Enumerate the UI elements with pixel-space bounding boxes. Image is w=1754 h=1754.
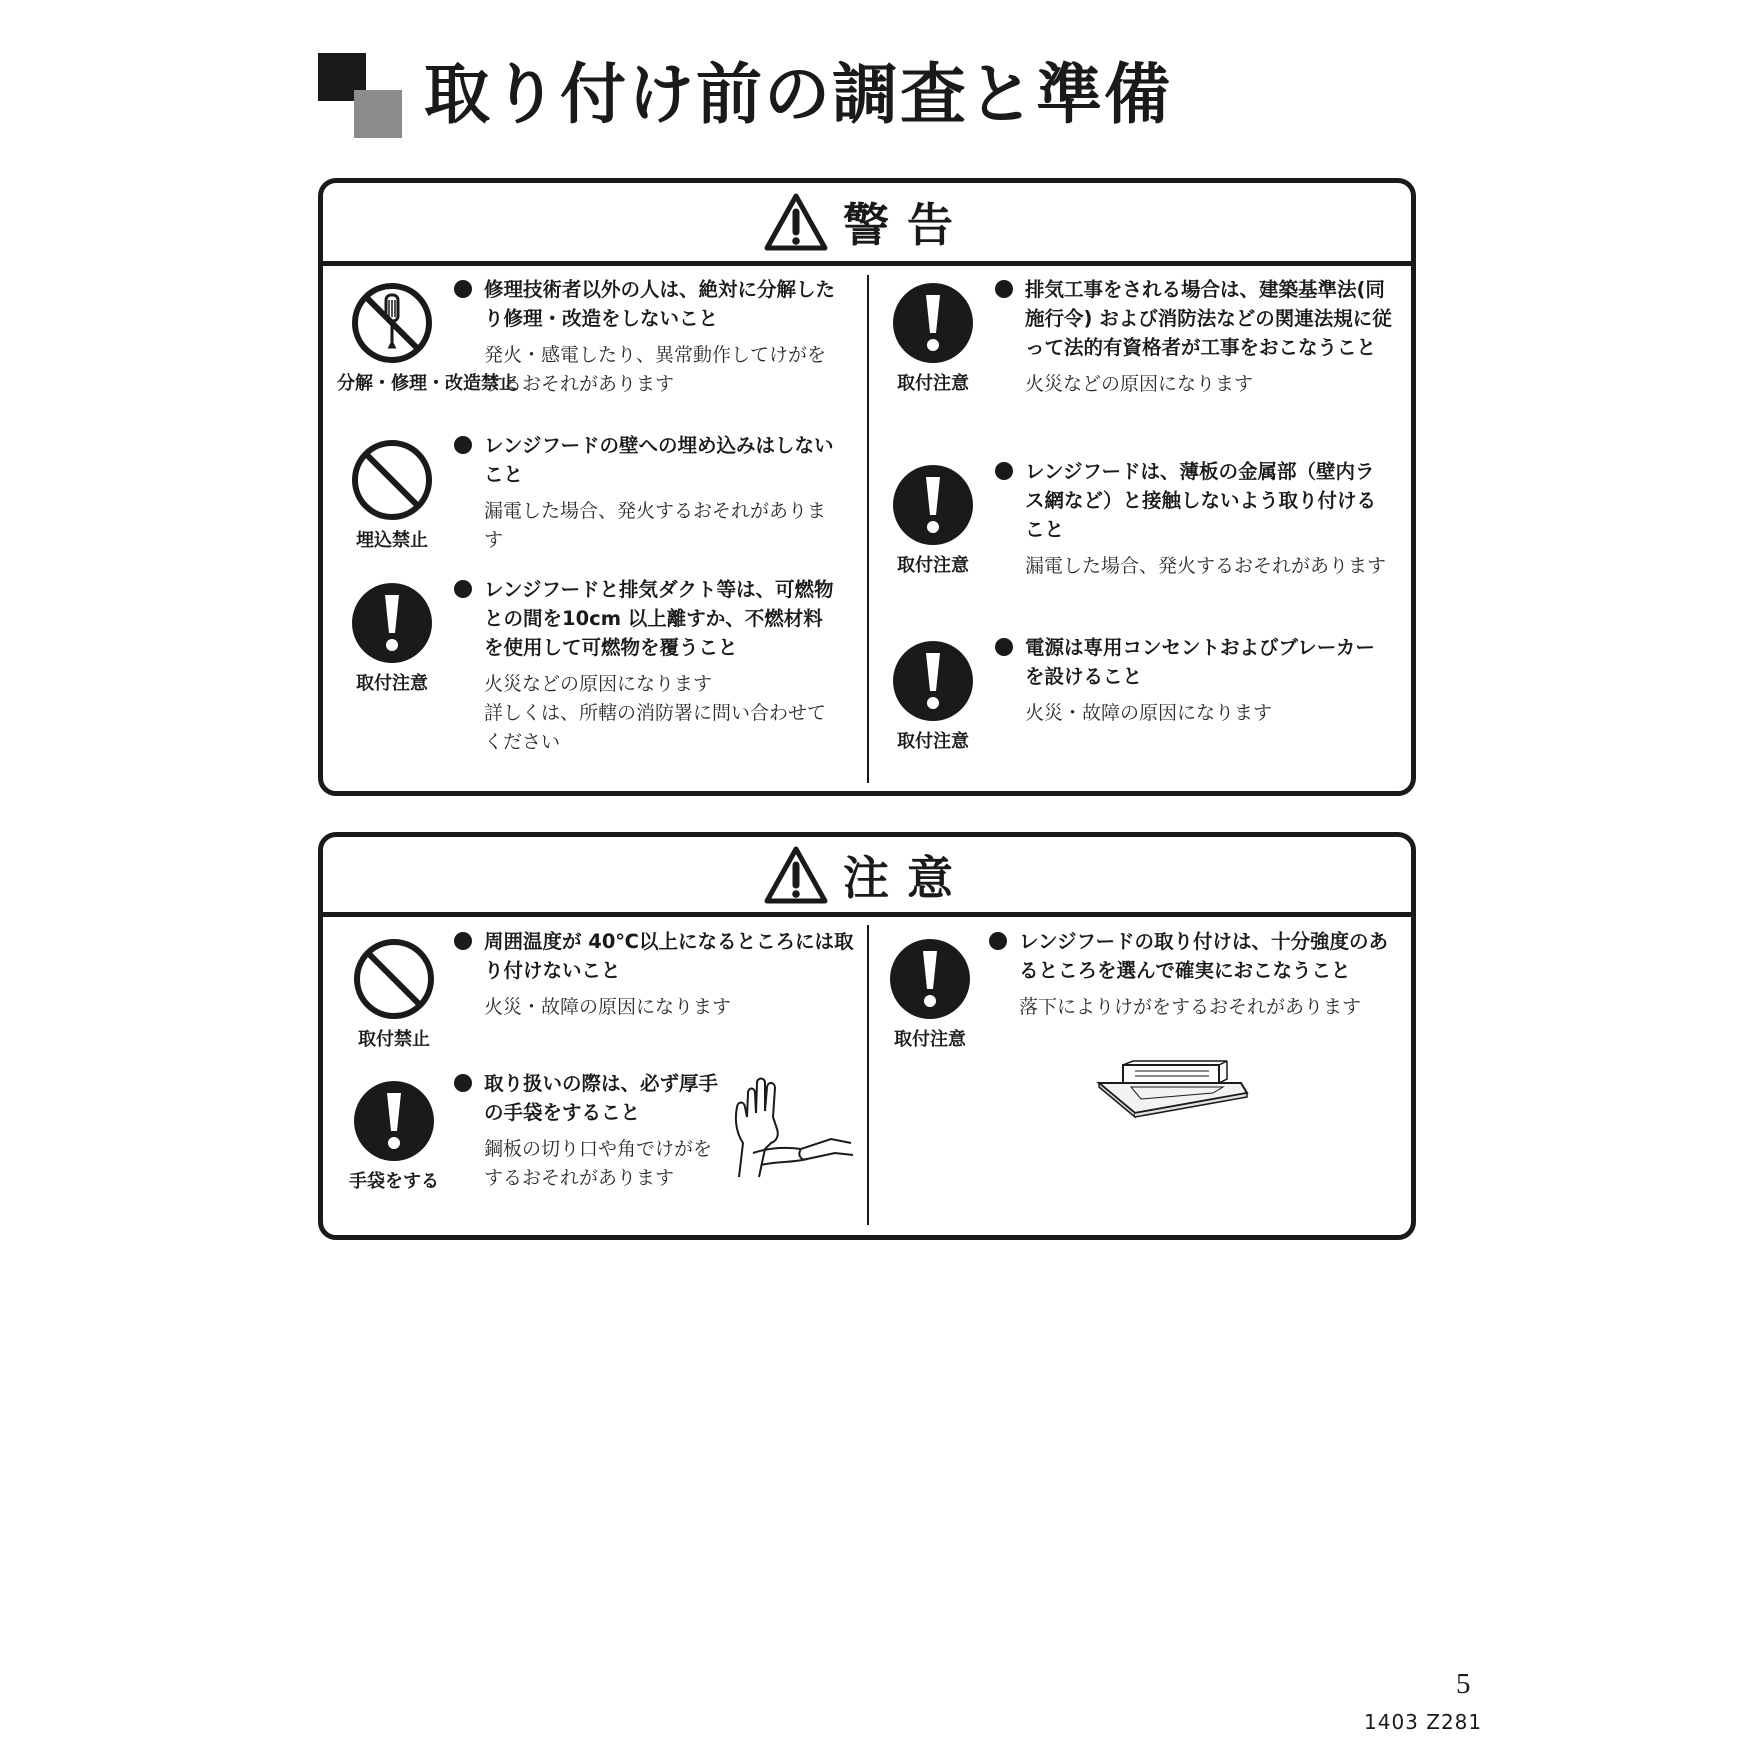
bullet (995, 280, 1013, 298)
item-title: 排気工事をされる場合は、建築基準法(同施行令) および消防法などの関連法規に従って法的有資格者が工事をおこなうこと (1025, 278, 1392, 359)
prohibition-icon (350, 438, 434, 522)
caution-panel (318, 832, 1416, 1240)
badge-install-caution (875, 937, 985, 1050)
badge-no-embed (337, 438, 447, 551)
no-disassembly-icon (350, 281, 434, 365)
item-desc: 漏電した場合、発火するおそれがあります (484, 500, 827, 551)
bullet (995, 638, 1013, 656)
caution-title: 注意 (843, 850, 971, 905)
warning-triangle-icon (763, 192, 829, 252)
item-desc: 漏電した場合、発火するおそれがあります (1025, 555, 1387, 577)
bullet (454, 436, 472, 454)
warning-column-divider (867, 275, 869, 783)
badge-label: 埋込禁止 (356, 530, 428, 551)
badge-install-caution (878, 639, 988, 752)
item-desc: 火災・故障の原因になります (1025, 702, 1273, 724)
bullet (454, 1074, 472, 1092)
caution-item-3 (989, 927, 1401, 1022)
badge-wear-gloves (339, 1079, 449, 1192)
badge-install-caution (337, 581, 447, 694)
caution-item-1 (454, 927, 854, 1022)
badge-label: 手袋をする (349, 1171, 439, 1192)
exclamation-icon (891, 639, 975, 723)
range-hood-illustration (1095, 1059, 1249, 1121)
badge-label: 分解・修理・改造禁止 (337, 373, 517, 394)
page-title: 取り付け前の調査と準備 (424, 56, 1172, 133)
bullet (995, 462, 1013, 480)
item-title: レンジフードと排気ダクト等は、可燃物との間を10cm 以上離すか、不燃材料を使用して可燃物を覆うこと (484, 578, 834, 659)
warning-item-4 (995, 275, 1393, 399)
warning-header (323, 183, 1411, 266)
page-number: 5 (1456, 1668, 1471, 1700)
item-desc: 鋼板の切り口や角でけがをするおそれがあります (484, 1138, 713, 1189)
badge-no-disassembly (337, 281, 517, 394)
badge-label: 取付注意 (897, 373, 969, 394)
exclamation-icon (891, 281, 975, 365)
item-title: レンジフードの取り付けは、十分強度のあるところを選んで確実におこなうこと (1019, 930, 1388, 982)
warning-panel (318, 178, 1416, 796)
item-desc: 発火・感電したり、異常動作してけがをするおそれがあります (484, 344, 827, 395)
item-title: レンジフードの壁への埋め込みはしないこと (484, 434, 834, 486)
badge-install-prohibited (339, 937, 449, 1050)
item-desc-extra: 詳しくは、所轄の消防署に問い合わせてください (484, 702, 827, 753)
badge-label: 取付注意 (356, 673, 428, 694)
exclamation-icon (352, 1079, 436, 1163)
warning-item-5 (995, 457, 1393, 581)
document-code: 1403 Z281 (1364, 1710, 1483, 1734)
item-title: 電源は専用コンセントおよびブレーカーを設けること (1025, 636, 1375, 688)
exclamation-icon (888, 937, 972, 1021)
exclamation-icon (891, 463, 975, 547)
badge-label: 取付注意 (897, 731, 969, 752)
caution-column-divider (867, 925, 869, 1225)
badge-label: 取付禁止 (358, 1029, 430, 1050)
warning-triangle-icon (763, 845, 829, 905)
bullet (454, 580, 472, 598)
bullet (454, 280, 472, 298)
caution-header (323, 837, 1411, 917)
item-desc: 火災などの原因になります (484, 673, 713, 695)
bullet (989, 932, 1007, 950)
warning-item-6 (995, 633, 1393, 728)
badge-label: 取付注意 (894, 1029, 966, 1050)
prohibition-icon (352, 937, 436, 1021)
item-title: レンジフードは、薄板の金属部（壁内ラス網など）と接触しないよう取り付けること (1025, 460, 1377, 541)
warning-item-2 (454, 431, 840, 555)
badge-install-caution (878, 463, 988, 576)
bullet (454, 932, 472, 950)
warning-item-1 (454, 275, 840, 399)
badge-label: 取付注意 (897, 555, 969, 576)
item-desc: 火災などの原因になります (1025, 373, 1254, 395)
warning-title: 警告 (843, 198, 971, 252)
exclamation-icon (350, 581, 434, 665)
glove-illustration (731, 1073, 859, 1183)
badge-install-caution (878, 281, 988, 394)
item-title: 取り扱いの際は、必ず厚手の手袋をすること (484, 1072, 719, 1124)
caution-item-2 (454, 1069, 724, 1193)
item-desc: 落下によりけがをするおそれがあります (1019, 996, 1362, 1018)
item-title: 周囲温度が 40℃以上になるところには取り付けないこと (484, 930, 854, 982)
title-mark-gray (354, 90, 402, 138)
warning-item-3 (454, 575, 840, 757)
item-title: 修理技術者以外の人は、絶対に分解したり修理・改造をしないこと (484, 278, 836, 330)
item-desc: 火災・故障の原因になります (484, 996, 732, 1018)
